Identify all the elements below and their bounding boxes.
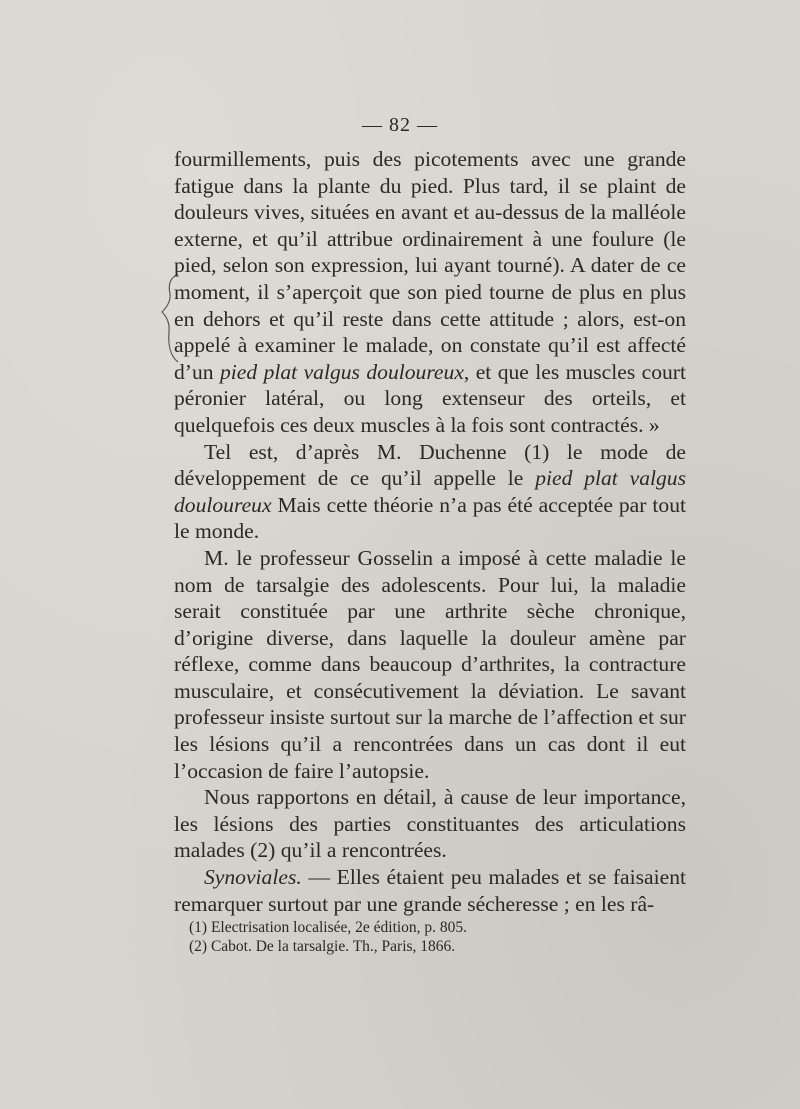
footnotes — [189, 918, 669, 956]
page-number: — 82 — — [362, 114, 438, 136]
paragraph-1-text: fourmillements, puis des picotements avec une grande fatigue dans la plante du pied. Plus tard, il se plaint de douleurs vives, situées en avant et au-dessus de la malléole externe, et qu’il attribue ordinairement à une foulure (le pied, selon son expression, lui ayant tourné). A dater de ce moment, il s’aperçoit que son pied tourne de plus en plus en dehors et qu’il reste dans cette attitude ; alors, est-on appelé à examiner le malade, on constate — [174, 147, 686, 358]
paragraph-4-text: Nous rapportons en détail, à cause de leur importance, les lésions des parties constituantes des articulations malades (2) qu’il a rencontrées. — [174, 785, 686, 863]
paragraph-3-text: M. le professeur Gosselin a imposé à cette maladie le nom de tarsalgie des adolescents. Pour lui, la maladie serait constituée par une arthrite sèche chronique, d’origine diverse, dans laquelle la douleur amène par réflexe, comme dans beaucoup d’arthrites, la contracture musculaire, et consécutivement la déviation. Le savant professeur insiste surtout sur la marche de l’affection et sur les lésions qu’il a rencontrées dans un cas dont il eut l’occasion de faire l’autopsie. — [174, 545, 686, 783]
paragraph-4 — [174, 784, 686, 864]
paragraph-1-text-c: , et que les muscles court péronier latéral, ou long extenseur des orteils, et quelquefois ces deux muscles à la fois sont contractés. » — [174, 359, 686, 437]
pied-plat-valgus-emphasis: pied plat valgus douloureux — [220, 359, 464, 384]
paragraph-2-emphasis: pied plat valgus douloureux — [174, 466, 686, 517]
paragraph-1 — [174, 146, 686, 439]
paragraph-2 — [174, 439, 686, 545]
synoviales-heading: Synoviales. — [204, 865, 302, 890]
paragraph-5 — [174, 864, 686, 917]
paragraph-3 — [174, 545, 686, 784]
body-text — [174, 146, 686, 917]
paragraph-1-text-b: qu’il est affecté d’un — [174, 333, 687, 384]
footnote-2: (2) Cabot. De la tarsalgie. Th., Paris, 1866. — [189, 938, 456, 955]
paragraph-2-text-b: Mais cette théorie n’a pas été acceptée par tout le monde. — [174, 492, 686, 544]
footnote-1: (1) Electrisation localisée, 2e édition, p. 805. — [189, 919, 468, 936]
paragraph-5-text: — Elles étaient peu malades et se faisaient remarquer surtout par une grande sécheresse ; en les râ- — [174, 865, 686, 916]
paragraph-2-text-a: Tel est, d’après M. Duchenne (1) le mode de développement de ce qu’il appelle le — [174, 439, 686, 491]
